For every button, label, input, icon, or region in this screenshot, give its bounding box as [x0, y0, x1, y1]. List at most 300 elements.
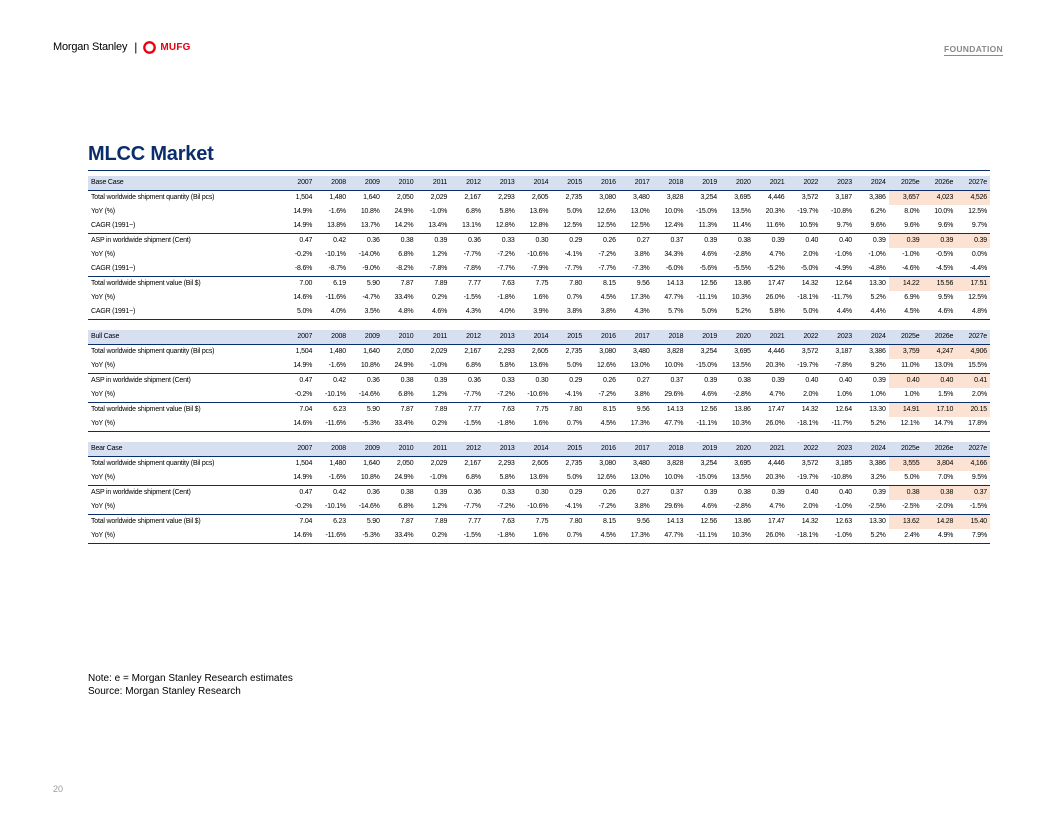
year-header: 2023: [821, 442, 855, 457]
table-cell: 47.7%: [653, 417, 687, 432]
table-cell: 0.39: [686, 374, 720, 389]
row-label: [88, 345, 281, 360]
year-header: 2026e: [922, 176, 956, 191]
table-cell: 9.6%: [938, 222, 954, 229]
table-cell: 0.40: [821, 374, 855, 389]
table-cell: 13.0%: [630, 208, 650, 215]
table-cell: -1.5%: [450, 417, 484, 432]
table-cell: 14.9%: [293, 208, 313, 215]
table-cell: 0.39: [956, 234, 990, 249]
table-cell: 0.33: [484, 374, 518, 389]
year-header: 2019: [686, 330, 720, 345]
table-cell: 3,386: [869, 194, 886, 201]
table-cell: 7.63: [484, 277, 518, 292]
table-cell: -5.3%: [349, 529, 383, 544]
data-table: [88, 442, 990, 544]
table-cell: 24.9%: [394, 208, 414, 215]
row-label: [88, 277, 281, 292]
table-cell: 13.0%: [934, 362, 954, 369]
year-header: 2020: [720, 330, 754, 345]
estimate-note: Note: e = Morgan Stanley Research estimates: [88, 673, 293, 684]
table-cell: -4.9%: [834, 265, 852, 272]
table-cell: 0.39: [416, 486, 450, 501]
year-header: 2008: [315, 330, 349, 345]
table-cell: 8.15: [585, 277, 619, 292]
table-cell: 1.6%: [518, 417, 552, 432]
table-cell: -1.0%: [868, 251, 886, 258]
table-cell: 0.38: [720, 374, 754, 389]
table-cell: 26.0%: [754, 529, 788, 544]
table-cell: -18.1%: [797, 294, 819, 301]
case-name: Bear Case: [88, 442, 281, 457]
table-cell: 3,187: [835, 194, 852, 201]
table-cell: 6.8%: [398, 503, 414, 510]
table-cell: -7.7%: [598, 265, 616, 272]
table-cell: 0.0%: [971, 251, 987, 258]
table-cell: 15.56: [922, 277, 956, 292]
table-cell: 4.6%: [922, 305, 956, 320]
row-label-text: Total worldwide shipment value (Bil $): [91, 280, 201, 287]
table-cell: 0.39: [416, 234, 450, 249]
table-cell: 13.5%: [731, 208, 751, 215]
table-cell: 3.5%: [349, 305, 383, 320]
table-cell: 29.6%: [664, 503, 684, 510]
row-label-text: YoY (%): [91, 208, 115, 215]
table-cell: 7.75: [518, 515, 552, 530]
table-cell: 12.64: [821, 403, 855, 418]
table-cell: 6.23: [315, 515, 349, 530]
table-cell: 4.5%: [889, 305, 923, 320]
table-cell: 1,640: [363, 460, 380, 467]
table-cell: 12.8%: [495, 222, 515, 229]
table-cell: 14.32: [787, 515, 821, 530]
table-cell: 11.3%: [698, 222, 718, 229]
table-cell: 7.80: [551, 515, 585, 530]
table-cell: 7.89: [416, 277, 450, 292]
year-header: 2021: [754, 330, 788, 345]
table-cell: 17.47: [754, 515, 788, 530]
table-cell: 1.5%: [938, 391, 954, 398]
source-note: Source: Morgan Stanley Research: [88, 686, 241, 697]
table-cell: 13.7%: [360, 222, 380, 229]
table-cell: 3.8%: [551, 305, 585, 320]
table-cell: 5.0%: [281, 305, 315, 320]
table-cell: 2.4%: [889, 529, 923, 544]
table-row: [88, 305, 990, 320]
table-cell: 14.32: [787, 277, 821, 292]
table-cell: -1.0%: [429, 362, 448, 369]
table-cell: 3,695: [734, 348, 751, 355]
table-cell: 5.8%: [499, 208, 515, 215]
table-cell: 10.8%: [360, 474, 380, 481]
table-cell: 0.39: [855, 486, 889, 501]
table-cell: 0.38: [383, 234, 417, 249]
table-cell: 0.39: [855, 234, 889, 249]
page-header: [53, 40, 1003, 58]
table-cell: 14.7%: [922, 417, 956, 432]
table-cell: 7.75: [518, 277, 552, 292]
table-cell: 4.4%: [821, 305, 855, 320]
year-header: 2024: [855, 442, 889, 457]
table-cell: 0.38: [383, 486, 417, 501]
table-cell: 7.80: [551, 277, 585, 292]
table-cell: 3,254: [700, 194, 718, 201]
table-cell: 15.5%: [968, 362, 987, 369]
table-cell: 12.8%: [529, 222, 549, 229]
table-cell: 2.0%: [803, 503, 819, 510]
table-cell: -8.6%: [294, 265, 313, 272]
table-cell: 0.36: [349, 234, 383, 249]
table-cell: 14.9%: [293, 222, 313, 229]
table-cell: 2,050: [396, 460, 414, 467]
table-cell: -6.0%: [665, 265, 684, 272]
table-cell: -15.0%: [696, 208, 718, 215]
row-label: [88, 359, 281, 374]
table-cell: 0.27: [619, 374, 653, 389]
table-cell: 0.38: [922, 486, 956, 501]
table-header-row: [88, 442, 990, 457]
table-cell: 17.47: [754, 277, 788, 292]
table-cell: 10.0%: [664, 362, 684, 369]
table-cell: 10.0%: [934, 208, 954, 215]
table-cell: -10.1%: [324, 251, 346, 258]
table-cell: 0.39: [754, 374, 788, 389]
year-header: 2026e: [922, 442, 956, 457]
table-cell: 4.5%: [585, 417, 619, 432]
table-cell: 3.8%: [585, 305, 619, 320]
table-cell: -4.1%: [564, 251, 583, 258]
table-cell: 2,029: [430, 460, 448, 467]
table-cell: 3,185: [835, 460, 852, 467]
table-cell: 5.0%: [566, 208, 583, 215]
table-cell: -14.6%: [358, 503, 380, 510]
table-cell: 3,480: [633, 194, 650, 201]
table-cell: 7.80: [551, 403, 585, 418]
table-cell: 0.39: [855, 374, 889, 389]
row-label-text: YoY (%): [91, 251, 115, 258]
table-cell: 3,254: [700, 348, 718, 355]
page-title: MLCC Market: [88, 143, 214, 165]
row-label-text: YoY (%): [91, 532, 115, 539]
table-cell: 13.6%: [529, 208, 549, 215]
table-cell: 1.6%: [533, 294, 549, 301]
table-cell: -1.6%: [328, 474, 346, 481]
table-cell: 13.4%: [428, 222, 448, 229]
table-cell: -0.5%: [935, 251, 954, 258]
year-header: 2022: [787, 442, 821, 457]
row-label: [88, 262, 281, 277]
year-header: 2019: [686, 176, 720, 191]
table-cell: 4.8%: [956, 305, 990, 320]
table-cell: 4.5%: [600, 294, 616, 301]
table-cell: 29.6%: [664, 391, 684, 398]
table-cell: 12.1%: [889, 417, 923, 432]
table-row: [88, 486, 990, 501]
table-header-row: [88, 330, 990, 345]
table-cell: -5.6%: [699, 265, 718, 272]
table-row: [88, 374, 990, 389]
table-cell: -4.8%: [868, 265, 886, 272]
table-cell: 14.9%: [293, 362, 313, 369]
table-cell: 3,695: [734, 460, 751, 467]
table-cell: -4.1%: [564, 391, 583, 398]
table-cell: 14.22: [889, 277, 923, 292]
table-cell: -2.8%: [733, 391, 751, 398]
table-cell: -10.1%: [324, 503, 346, 510]
table-cell: 4,446: [767, 460, 785, 467]
row-label: [88, 403, 281, 418]
table-cell: 7.04: [281, 515, 315, 530]
year-header: 2007: [281, 442, 315, 457]
table-cell: 17.51: [956, 277, 990, 292]
table-cell: 17.3%: [619, 417, 653, 432]
table-cell: 4.7%: [769, 391, 785, 398]
table-cell: 13.6%: [529, 362, 549, 369]
table-cell: 7.0%: [938, 474, 954, 481]
table-cell: 9.5%: [938, 294, 954, 301]
table-cell: 4,906: [956, 345, 990, 360]
year-header: 2008: [315, 442, 349, 457]
table-cell: 3,828: [666, 348, 684, 355]
table-cell: 4.0%: [484, 305, 518, 320]
table-cell: -9.0%: [362, 265, 380, 272]
table-cell: 9.56: [619, 403, 653, 418]
table-cell: 3,657: [889, 191, 923, 206]
table-cell: 4,446: [767, 348, 785, 355]
table-cell: 4.3%: [619, 305, 653, 320]
table-cell: -10.6%: [527, 251, 549, 258]
row-label: [88, 305, 281, 320]
table-cell: 4.7%: [769, 503, 785, 510]
year-header: 2015: [551, 330, 585, 345]
table-cell: 9.5%: [971, 474, 987, 481]
table-cell: 8.15: [585, 515, 619, 530]
table-cell: 7.63: [484, 403, 518, 418]
row-label-text: CAGR (1991~): [91, 222, 136, 229]
table-cell: 14.91: [889, 403, 923, 418]
table-cell: -8.2%: [396, 265, 414, 272]
table-cell: 1,640: [363, 348, 380, 355]
table-cell: 3,572: [801, 348, 819, 355]
table-cell: 4.6%: [701, 503, 718, 510]
table-cell: -4.7%: [362, 294, 380, 301]
table-cell: 0.39: [686, 234, 720, 249]
table-row: [88, 403, 990, 418]
year-header: 2011: [416, 330, 450, 345]
table-cell: -7.2%: [598, 251, 616, 258]
table-cell: 0.2%: [416, 417, 450, 432]
year-header: 2009: [349, 176, 383, 191]
table-row: [88, 515, 990, 530]
table-cell: 0.39: [754, 234, 788, 249]
table-cell: 10.5%: [799, 222, 819, 229]
year-header: 2017: [619, 442, 653, 457]
table-cell: 0.40: [821, 234, 855, 249]
table-cell: 0.36: [450, 234, 484, 249]
case-table: [88, 442, 990, 544]
table-cell: 12.6%: [596, 208, 616, 215]
table-row: [88, 234, 990, 249]
year-header: 2025e: [889, 176, 923, 191]
table-cell: 7.77: [450, 403, 484, 418]
table-cell: 5.0%: [686, 305, 720, 320]
row-label: [88, 219, 281, 234]
table-cell: -18.1%: [787, 417, 821, 432]
table-cell: -11.6%: [315, 417, 349, 432]
table-cell: 6.9%: [904, 294, 920, 301]
table-cell: -14.0%: [358, 251, 380, 258]
table-cell: 11.4%: [732, 222, 751, 229]
row-label: [88, 388, 281, 403]
table-cell: 0.40: [787, 234, 821, 249]
table-cell: 14.13: [653, 515, 687, 530]
year-header: 2027e: [956, 442, 990, 457]
year-header: 2017: [619, 330, 653, 345]
table-cell: 13.62: [889, 515, 923, 530]
year-header: 2015: [551, 442, 585, 457]
table-cell: -1.6%: [328, 362, 346, 369]
table-cell: 12.5%: [563, 222, 583, 229]
table-cell: -5.3%: [349, 417, 383, 432]
table-row: [88, 471, 990, 486]
year-header: 2019: [686, 442, 720, 457]
table-cell: 33.4%: [394, 294, 414, 301]
table-cell: -7.2%: [598, 391, 616, 398]
table-cell: 0.47: [281, 486, 315, 501]
data-table: [88, 176, 990, 320]
row-label-text: Total worldwide shipment quantity (Bil pcs): [91, 194, 215, 201]
table-cell: -7.8%: [429, 265, 448, 272]
table-cell: 5.8%: [499, 474, 515, 481]
table-cell: 33.4%: [383, 529, 417, 544]
row-label-text: YoY (%): [91, 391, 115, 398]
row-label-text: YoY (%): [91, 503, 115, 510]
table-cell: 5.7%: [653, 305, 687, 320]
table-cell: -1.0%: [429, 474, 448, 481]
table-cell: -15.0%: [696, 362, 718, 369]
year-header: 2026e: [922, 330, 956, 345]
table-row: [88, 457, 990, 472]
table-cell: 13.30: [855, 277, 889, 292]
year-header: 2016: [585, 176, 619, 191]
table-cell: 17.8%: [956, 417, 990, 432]
year-header: 2011: [416, 442, 450, 457]
table-cell: 14.2%: [394, 222, 414, 229]
table-cell: -7.7%: [463, 503, 481, 510]
table-cell: 3.8%: [634, 503, 650, 510]
table-cell: -7.2%: [598, 503, 616, 510]
table-cell: 4,526: [956, 191, 990, 206]
title-divider: [88, 170, 990, 171]
table-cell: -1.5%: [450, 529, 484, 544]
year-header: 2010: [383, 442, 417, 457]
table-cell: 9.7%: [971, 222, 987, 229]
table-cell: 13.0%: [630, 362, 650, 369]
table-cell: 12.5%: [968, 294, 987, 301]
table-cell: 6.8%: [465, 208, 481, 215]
table-cell: -1.8%: [484, 417, 518, 432]
row-label-text: CAGR (1991~): [91, 308, 136, 315]
table-cell: 1,504: [295, 460, 313, 467]
table-cell: -1.5%: [969, 503, 987, 510]
table-cell: -1.0%: [429, 208, 448, 215]
table-cell: 6.8%: [398, 251, 414, 258]
table-cell: 4.6%: [416, 305, 450, 320]
table-cell: 0.39: [416, 374, 450, 389]
year-header: 2013: [484, 330, 518, 345]
table-cell: 26.0%: [754, 417, 788, 432]
table-cell: -11.1%: [686, 417, 720, 432]
table-cell: 0.37: [653, 374, 687, 389]
table-row: [88, 417, 990, 432]
table-cell: 3,080: [599, 348, 616, 355]
table-cell: 5.2%: [870, 294, 886, 301]
table-cell: 4.6%: [701, 251, 718, 258]
table-cell: 1.2%: [431, 503, 448, 510]
table-cell: 4,446: [767, 194, 785, 201]
table-cell: 0.2%: [416, 529, 450, 544]
table-cell: 3.8%: [634, 391, 650, 398]
table-cell: -14.6%: [358, 391, 380, 398]
table-cell: -7.9%: [531, 265, 549, 272]
table-cell: 0.39: [754, 486, 788, 501]
table-cell: -4.1%: [564, 503, 583, 510]
table-cell: 0.26: [585, 234, 619, 249]
row-label: [88, 457, 281, 472]
table-cell: 3,555: [889, 457, 923, 472]
year-header: 2014: [518, 330, 552, 345]
table-cell: 3,080: [599, 194, 616, 201]
table-cell: 11.6%: [766, 222, 785, 229]
table-row: [88, 205, 990, 219]
table-cell: 2,293: [498, 460, 515, 467]
table-cell: 2,167: [464, 194, 481, 201]
row-label: [88, 471, 281, 486]
table-cell: 2,735: [565, 194, 583, 201]
table-row: [88, 262, 990, 277]
table-cell: 24.9%: [394, 474, 414, 481]
year-header: 2012: [450, 330, 484, 345]
table-cell: 9.2%: [870, 362, 886, 369]
table-cell: 0.37: [653, 486, 687, 501]
table-cell: 0.38: [720, 234, 754, 249]
table-cell: -19.7%: [797, 474, 819, 481]
table-cell: -1.0%: [834, 503, 852, 510]
table-cell: 3,080: [599, 460, 616, 467]
table-cell: -0.2%: [294, 251, 313, 258]
year-header: 2010: [383, 176, 417, 191]
table-cell: 12.5%: [630, 222, 650, 229]
table-cell: 9.56: [619, 515, 653, 530]
table-cell: 12.6%: [596, 362, 616, 369]
table-row: [88, 277, 990, 292]
table-row: [88, 345, 990, 360]
table-cell: 4,023: [922, 191, 956, 206]
mufg-logo-icon: [143, 41, 156, 54]
table-cell: 0.29: [551, 234, 585, 249]
table-cell: 0.36: [349, 486, 383, 501]
table-cell: 7.77: [450, 277, 484, 292]
row-label-text: ASP in worldwide shipment (Cent): [91, 489, 191, 496]
table-cell: -4.5%: [935, 265, 954, 272]
table-cell: 12.63: [821, 515, 855, 530]
table-cell: 2,167: [464, 460, 481, 467]
brand-separator: |: [134, 40, 138, 54]
brand-logo: [53, 40, 191, 54]
table-cell: -11.1%: [696, 294, 718, 301]
table-cell: 17.10: [922, 403, 956, 418]
table-cell: 12.56: [686, 277, 720, 292]
